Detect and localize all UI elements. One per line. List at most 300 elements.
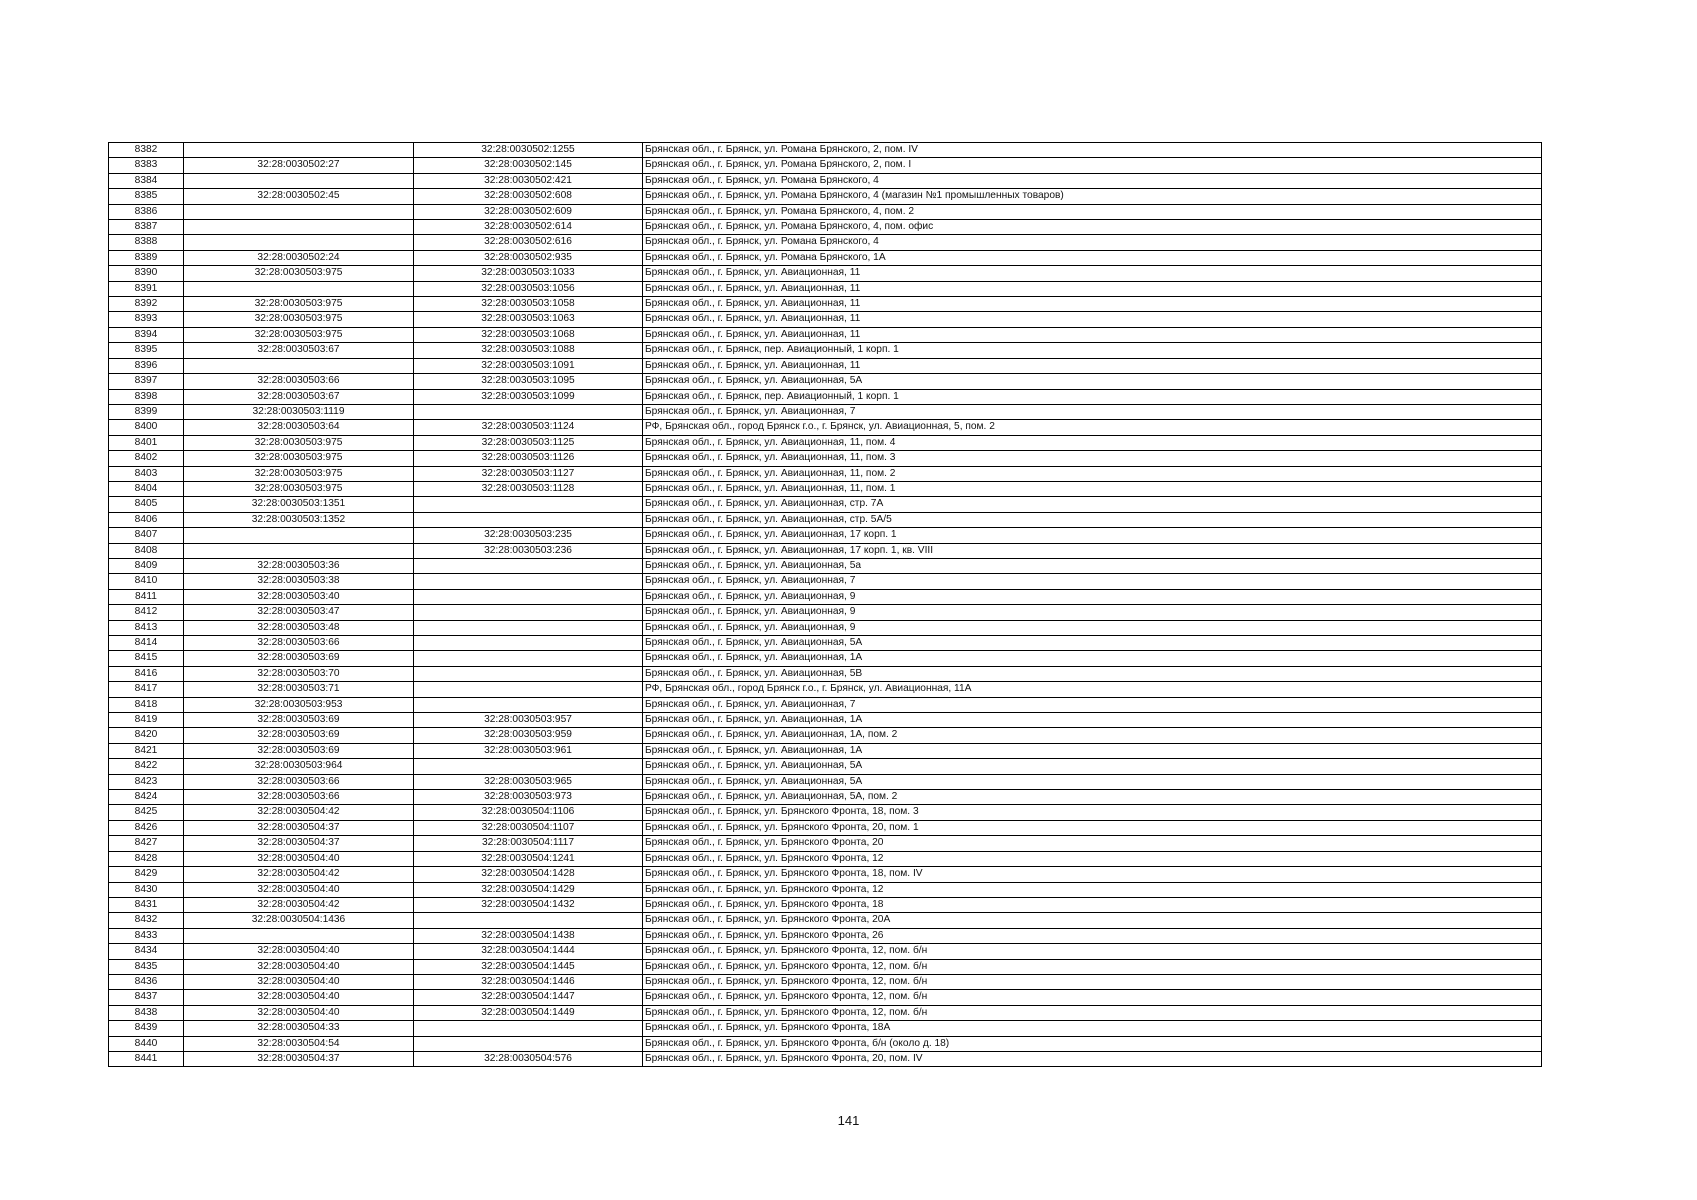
row-number-cell: 8406 (109, 512, 184, 527)
row-number-cell: 8383 (109, 158, 184, 173)
land-parcel-cadastral-cell: 32:28:0030503:64 (184, 420, 414, 435)
row-number-cell: 8422 (109, 759, 184, 774)
address-cell: Брянская обл., г. Брянск, ул. Авиационная, 9 (643, 620, 1542, 635)
address-cell: Брянская обл., г. Брянск, ул. Брянского Фронта, 18А (643, 1021, 1542, 1036)
address-cell: Брянская обл., г. Брянск, ул. Брянского Фронта, 12, пом. б/н (643, 1005, 1542, 1020)
table-row (109, 543, 1542, 558)
land-parcel-cadastral-cell: 32:28:0030503:69 (184, 728, 414, 743)
address-cell: Брянская обл., г. Брянск, ул. Брянского Фронта, 12, пом. б/н (643, 944, 1542, 959)
address-cell: Брянская обл., г. Брянск, ул. Авиационная, 11 (643, 358, 1542, 373)
address-cell: Брянская обл., г. Брянск, ул. Брянского Фронта, 12, пом. б/н (643, 990, 1542, 1005)
address-cell: Брянская обл., г. Брянск, пер. Авиационный, 1 корп. 1 (643, 389, 1542, 404)
row-number-cell: 8397 (109, 374, 184, 389)
row-number-cell: 8405 (109, 497, 184, 512)
land-parcel-cadastral-cell (184, 173, 414, 188)
row-number-cell: 8400 (109, 420, 184, 435)
row-number-cell: 8425 (109, 805, 184, 820)
row-number-cell: 8431 (109, 897, 184, 912)
land-parcel-cadastral-cell: 32:28:0030502:24 (184, 250, 414, 265)
object-cadastral-cell: 32:28:0030502:421 (414, 173, 643, 188)
land-parcel-cadastral-cell: 32:28:0030503:48 (184, 620, 414, 635)
object-cadastral-cell: 32:28:0030503:1125 (414, 435, 643, 450)
table-row (109, 250, 1542, 265)
land-parcel-cadastral-cell: 32:28:0030503:1352 (184, 512, 414, 527)
land-parcel-cadastral-cell: 32:28:0030504:42 (184, 867, 414, 882)
land-parcel-cadastral-cell: 32:28:0030503:975 (184, 481, 414, 496)
table-row (109, 173, 1542, 188)
row-number-cell: 8441 (109, 1051, 184, 1066)
object-cadastral-cell (414, 558, 643, 573)
row-number-cell: 8403 (109, 466, 184, 481)
object-cadastral-cell: 32:28:0030504:1445 (414, 959, 643, 974)
address-cell: Брянская обл., г. Брянск, ул. Авиационная, 5А (643, 774, 1542, 789)
row-number-cell: 8417 (109, 682, 184, 697)
object-cadastral-cell (414, 636, 643, 651)
address-cell: Брянская обл., г. Брянск, ул. Романа Брянского, 2, пом. I (643, 158, 1542, 173)
registry-table (108, 142, 1542, 1067)
table-row (109, 220, 1542, 235)
address-cell: Брянская обл., г. Брянск, ул. Авиационная, 5А, пом. 2 (643, 790, 1542, 805)
table-row (109, 235, 1542, 250)
table-row (109, 451, 1542, 466)
object-cadastral-cell: 32:28:0030504:1117 (414, 836, 643, 851)
address-cell: Брянская обл., г. Брянск, ул. Брянского Фронта, 26 (643, 928, 1542, 943)
object-cadastral-cell: 32:28:0030503:1127 (414, 466, 643, 481)
address-cell: Брянская обл., г. Брянск, ул. Авиационная, 1А (643, 743, 1542, 758)
object-cadastral-cell: 32:28:0030503:1091 (414, 358, 643, 373)
object-cadastral-cell (414, 682, 643, 697)
table-row (109, 420, 1542, 435)
object-cadastral-cell: 32:28:0030503:959 (414, 728, 643, 743)
object-cadastral-cell: 32:28:0030502:608 (414, 189, 643, 204)
land-parcel-cadastral-cell: 32:28:0030503:66 (184, 636, 414, 651)
land-parcel-cadastral-cell (184, 220, 414, 235)
table-row (109, 143, 1542, 158)
row-number-cell: 8433 (109, 928, 184, 943)
address-cell: Брянская обл., г. Брянск, ул. Брянского Фронта, 12, пом. б/н (643, 959, 1542, 974)
address-cell: Брянская обл., г. Брянск, ул. Авиационная, 11 (643, 281, 1542, 296)
land-parcel-cadastral-cell: 32:28:0030503:69 (184, 713, 414, 728)
table-row (109, 358, 1542, 373)
address-cell: Брянская обл., г. Брянск, ул. Авиационная, 9 (643, 605, 1542, 620)
row-number-cell: 8412 (109, 605, 184, 620)
table-row (109, 1005, 1542, 1020)
object-cadastral-cell: 32:28:0030504:1107 (414, 820, 643, 835)
land-parcel-cadastral-cell (184, 143, 414, 158)
address-cell: Брянская обл., г. Брянск, ул. Брянского Фронта, 20, пом. IV (643, 1051, 1542, 1066)
object-cadastral-cell (414, 605, 643, 620)
object-cadastral-cell: 32:28:0030503:965 (414, 774, 643, 789)
object-cadastral-cell: 32:28:0030502:609 (414, 204, 643, 219)
row-number-cell: 8384 (109, 173, 184, 188)
table-row (109, 512, 1542, 527)
address-cell: Брянская обл., г. Брянск, ул. Авиационная, 1А (643, 651, 1542, 666)
object-cadastral-cell (414, 666, 643, 681)
row-number-cell: 8407 (109, 528, 184, 543)
object-cadastral-cell: 32:28:0030503:1124 (414, 420, 643, 435)
row-number-cell: 8416 (109, 666, 184, 681)
table-row (109, 343, 1542, 358)
page-number: 141 (837, 1113, 860, 1128)
object-cadastral-cell: 32:28:0030502:616 (414, 235, 643, 250)
object-cadastral-cell (414, 697, 643, 712)
row-number-cell: 8423 (109, 774, 184, 789)
land-parcel-cadastral-cell: 32:28:0030503:975 (184, 327, 414, 342)
object-cadastral-cell (414, 913, 643, 928)
row-number-cell: 8429 (109, 867, 184, 882)
land-parcel-cadastral-cell: 32:28:0030503:953 (184, 697, 414, 712)
row-number-cell: 8430 (109, 882, 184, 897)
table-row (109, 697, 1542, 712)
land-parcel-cadastral-cell: 32:28:0030503:1351 (184, 497, 414, 512)
address-cell: Брянская обл., г. Брянск, ул. Авиационная, 17 корп. 1, кв. VIII (643, 543, 1542, 558)
land-parcel-cadastral-cell: 32:28:0030504:40 (184, 882, 414, 897)
address-cell: Брянская обл., г. Брянск, ул. Брянского Фронта, 18, пом. 3 (643, 805, 1542, 820)
object-cadastral-cell: 32:28:0030502:614 (414, 220, 643, 235)
row-number-cell: 8434 (109, 944, 184, 959)
land-parcel-cadastral-cell (184, 281, 414, 296)
row-number-cell: 8420 (109, 728, 184, 743)
object-cadastral-cell: 32:28:0030503:961 (414, 743, 643, 758)
row-number-cell: 8385 (109, 189, 184, 204)
object-cadastral-cell: 32:28:0030503:1056 (414, 281, 643, 296)
land-parcel-cadastral-cell: 32:28:0030503:69 (184, 743, 414, 758)
land-parcel-cadastral-cell: 32:28:0030503:70 (184, 666, 414, 681)
table-row (109, 528, 1542, 543)
address-cell: Брянская обл., г. Брянск, ул. Романа Брянского, 4 (магазин №1 промышленных товаров) (643, 189, 1542, 204)
table-row (109, 867, 1542, 882)
table-row (109, 620, 1542, 635)
row-number-cell: 8436 (109, 974, 184, 989)
row-number-cell: 8399 (109, 404, 184, 419)
address-cell: Брянская обл., г. Брянск, ул. Авиационная, 11, пом. 1 (643, 481, 1542, 496)
object-cadastral-cell (414, 620, 643, 635)
address-cell: Брянская обл., г. Брянск, ул. Авиационная, 11 (643, 266, 1542, 281)
object-cadastral-cell: 32:28:0030504:1449 (414, 1005, 643, 1020)
row-number-cell: 8415 (109, 651, 184, 666)
table-row (109, 820, 1542, 835)
object-cadastral-cell: 32:28:0030503:236 (414, 543, 643, 558)
address-cell: Брянская обл., г. Брянск, ул. Брянского Фронта, 20, пом. 1 (643, 820, 1542, 835)
land-parcel-cadastral-cell (184, 204, 414, 219)
table-row (109, 913, 1542, 928)
object-cadastral-cell (414, 651, 643, 666)
land-parcel-cadastral-cell: 32:28:0030503:36 (184, 558, 414, 573)
land-parcel-cadastral-cell: 32:28:0030504:40 (184, 959, 414, 974)
row-number-cell: 8395 (109, 343, 184, 358)
row-number-cell: 8404 (109, 481, 184, 496)
address-cell: Брянская обл., г. Брянск, ул. Авиационная, 17 корп. 1 (643, 528, 1542, 543)
table-row (109, 204, 1542, 219)
address-cell: Брянская обл., г. Брянск, ул. Романа Брянского, 1А (643, 250, 1542, 265)
row-number-cell: 8419 (109, 713, 184, 728)
address-cell: Брянская обл., г. Брянск, ул. Авиационная, стр. 7А (643, 497, 1542, 512)
address-cell: РФ, Брянская обл., город Брянск г.о., г. Брянск, ул. Авиационная, 11А (643, 682, 1542, 697)
address-cell: Брянская обл., г. Брянск, ул. Авиационная, 7 (643, 697, 1542, 712)
row-number-cell: 8394 (109, 327, 184, 342)
object-cadastral-cell: 32:28:0030504:1241 (414, 851, 643, 866)
land-parcel-cadastral-cell: 32:28:0030503:975 (184, 466, 414, 481)
object-cadastral-cell: 32:28:0030504:1428 (414, 867, 643, 882)
row-number-cell: 8438 (109, 1005, 184, 1020)
land-parcel-cadastral-cell: 32:28:0030504:54 (184, 1036, 414, 1051)
row-number-cell: 8421 (109, 743, 184, 758)
row-number-cell: 8387 (109, 220, 184, 235)
table-row (109, 1051, 1542, 1066)
table-row (109, 836, 1542, 851)
object-cadastral-cell: 32:28:0030502:935 (414, 250, 643, 265)
object-cadastral-cell: 32:28:0030504:1106 (414, 805, 643, 820)
land-parcel-cadastral-cell: 32:28:0030504:37 (184, 1051, 414, 1066)
table-row (109, 651, 1542, 666)
address-cell: Брянская обл., г. Брянск, ул. Брянского Фронта, 20 (643, 836, 1542, 851)
table-row (109, 790, 1542, 805)
address-cell: Брянская обл., г. Брянск, ул. Авиационная, 11, пом. 3 (643, 451, 1542, 466)
address-cell: Брянская обл., г. Брянск, ул. Романа Брянского, 4 (643, 235, 1542, 250)
object-cadastral-cell (414, 759, 643, 774)
table-row (109, 327, 1542, 342)
row-number-cell: 8435 (109, 959, 184, 974)
address-cell: Брянская обл., г. Брянск, ул. Романа Брянского, 4, пом. офис (643, 220, 1542, 235)
land-parcel-cadastral-cell (184, 528, 414, 543)
row-number-cell: 8437 (109, 990, 184, 1005)
land-parcel-cadastral-cell (184, 928, 414, 943)
table-row (109, 636, 1542, 651)
object-cadastral-cell (414, 589, 643, 604)
land-parcel-cadastral-cell: 32:28:0030503:66 (184, 774, 414, 789)
table-row (109, 682, 1542, 697)
land-parcel-cadastral-cell (184, 235, 414, 250)
object-cadastral-cell: 32:28:0030503:957 (414, 713, 643, 728)
address-cell: Брянская обл., г. Брянск, ул. Авиационная, 11 (643, 312, 1542, 327)
registry-table-body (109, 143, 1542, 1067)
address-cell: Брянская обл., г. Брянск, ул. Авиационная, 11, пом. 2 (643, 466, 1542, 481)
land-parcel-cadastral-cell: 32:28:0030504:42 (184, 805, 414, 820)
row-number-cell: 8382 (109, 143, 184, 158)
land-parcel-cadastral-cell: 32:28:0030504:37 (184, 820, 414, 835)
row-number-cell: 8389 (109, 250, 184, 265)
address-cell: Брянская обл., г. Брянск, ул. Авиационная, 1А (643, 713, 1542, 728)
address-cell: Брянская обл., г. Брянск, ул. Авиационная, 5А (643, 374, 1542, 389)
land-parcel-cadastral-cell: 32:28:0030504:40 (184, 974, 414, 989)
land-parcel-cadastral-cell: 32:28:0030503:1119 (184, 404, 414, 419)
object-cadastral-cell (414, 1021, 643, 1036)
object-cadastral-cell: 32:28:0030502:1255 (414, 143, 643, 158)
row-number-cell: 8427 (109, 836, 184, 851)
row-number-cell: 8411 (109, 589, 184, 604)
land-parcel-cadastral-cell: 32:28:0030503:975 (184, 435, 414, 450)
row-number-cell: 8402 (109, 451, 184, 466)
address-cell: Брянская обл., г. Брянск, ул. Авиационная, 7 (643, 404, 1542, 419)
land-parcel-cadastral-cell: 32:28:0030503:66 (184, 790, 414, 805)
row-number-cell: 8410 (109, 574, 184, 589)
row-number-cell: 8391 (109, 281, 184, 296)
table-row (109, 959, 1542, 974)
table-row (109, 374, 1542, 389)
row-number-cell: 8439 (109, 1021, 184, 1036)
address-cell: Брянская обл., г. Брянск, ул. Авиационная, 7 (643, 574, 1542, 589)
address-cell: Брянская обл., г. Брянск, ул. Авиационная, 5В (643, 666, 1542, 681)
table-row (109, 974, 1542, 989)
object-cadastral-cell: 32:28:0030503:1095 (414, 374, 643, 389)
land-parcel-cadastral-cell: 32:28:0030504:1436 (184, 913, 414, 928)
land-parcel-cadastral-cell: 32:28:0030504:40 (184, 851, 414, 866)
land-parcel-cadastral-cell: 32:28:0030502:45 (184, 189, 414, 204)
land-parcel-cadastral-cell: 32:28:0030503:67 (184, 389, 414, 404)
object-cadastral-cell: 32:28:0030503:1126 (414, 451, 643, 466)
table-row (109, 558, 1542, 573)
address-cell: Брянская обл., г. Брянск, ул. Романа Брянского, 2, пом. IV (643, 143, 1542, 158)
object-cadastral-cell: 32:28:0030503:235 (414, 528, 643, 543)
table-row (109, 297, 1542, 312)
object-cadastral-cell: 32:28:0030503:973 (414, 790, 643, 805)
object-cadastral-cell: 32:28:0030504:1429 (414, 882, 643, 897)
table-row (109, 666, 1542, 681)
table-row (109, 743, 1542, 758)
object-cadastral-cell: 32:28:0030503:1063 (414, 312, 643, 327)
table-row (109, 897, 1542, 912)
row-number-cell: 8440 (109, 1036, 184, 1051)
land-parcel-cadastral-cell: 32:28:0030504:40 (184, 990, 414, 1005)
table-row (109, 281, 1542, 296)
table-row (109, 574, 1542, 589)
object-cadastral-cell: 32:28:0030503:1128 (414, 481, 643, 496)
table-row (109, 312, 1542, 327)
address-cell: Брянская обл., г. Брянск, ул. Авиационная, 11 (643, 297, 1542, 312)
object-cadastral-cell (414, 512, 643, 527)
row-number-cell: 8408 (109, 543, 184, 558)
object-cadastral-cell: 32:28:0030504:1432 (414, 897, 643, 912)
row-number-cell: 8414 (109, 636, 184, 651)
land-parcel-cadastral-cell: 32:28:0030503:975 (184, 266, 414, 281)
address-cell: Брянская обл., г. Брянск, ул. Брянского Фронта, б/н (около д. 18) (643, 1036, 1542, 1051)
row-number-cell: 8388 (109, 235, 184, 250)
table-row (109, 990, 1542, 1005)
table-row (109, 728, 1542, 743)
table-row (109, 189, 1542, 204)
table-row (109, 1036, 1542, 1051)
table-row (109, 759, 1542, 774)
address-cell: Брянская обл., г. Брянск, ул. Авиационная, 11 (643, 327, 1542, 342)
table-row (109, 389, 1542, 404)
land-parcel-cadastral-cell: 32:28:0030502:27 (184, 158, 414, 173)
row-number-cell: 8401 (109, 435, 184, 450)
object-cadastral-cell (414, 497, 643, 512)
land-parcel-cadastral-cell: 32:28:0030503:975 (184, 451, 414, 466)
object-cadastral-cell: 32:28:0030504:1444 (414, 944, 643, 959)
object-cadastral-cell: 32:28:0030504:1447 (414, 990, 643, 1005)
land-parcel-cadastral-cell: 32:28:0030503:40 (184, 589, 414, 604)
land-parcel-cadastral-cell: 32:28:0030504:33 (184, 1021, 414, 1036)
land-parcel-cadastral-cell: 32:28:0030503:964 (184, 759, 414, 774)
address-cell: Брянская обл., г. Брянск, ул. Авиационная, стр. 5А/5 (643, 512, 1542, 527)
land-parcel-cadastral-cell: 32:28:0030503:69 (184, 651, 414, 666)
table-row (109, 158, 1542, 173)
table-row (109, 497, 1542, 512)
row-number-cell: 8426 (109, 820, 184, 835)
land-parcel-cadastral-cell: 32:28:0030504:40 (184, 944, 414, 959)
land-parcel-cadastral-cell (184, 543, 414, 558)
row-number-cell: 8392 (109, 297, 184, 312)
land-parcel-cadastral-cell: 32:28:0030503:975 (184, 297, 414, 312)
land-parcel-cadastral-cell: 32:28:0030504:40 (184, 1005, 414, 1020)
land-parcel-cadastral-cell: 32:28:0030504:42 (184, 897, 414, 912)
object-cadastral-cell: 32:28:0030503:1058 (414, 297, 643, 312)
address-cell: Брянская обл., г. Брянск, пер. Авиационный, 1 корп. 1 (643, 343, 1542, 358)
address-cell: Брянская обл., г. Брянск, ул. Авиационная, 11, пом. 4 (643, 435, 1542, 450)
table-row (109, 605, 1542, 620)
row-number-cell: 8428 (109, 851, 184, 866)
object-cadastral-cell (414, 1036, 643, 1051)
land-parcel-cadastral-cell: 32:28:0030503:67 (184, 343, 414, 358)
table-row (109, 928, 1542, 943)
table-row (109, 404, 1542, 419)
row-number-cell: 8396 (109, 358, 184, 373)
row-number-cell: 8418 (109, 697, 184, 712)
land-parcel-cadastral-cell (184, 358, 414, 373)
land-parcel-cadastral-cell: 32:28:0030503:71 (184, 682, 414, 697)
land-parcel-cadastral-cell: 32:28:0030503:66 (184, 374, 414, 389)
land-parcel-cadastral-cell: 32:28:0030503:47 (184, 605, 414, 620)
land-parcel-cadastral-cell: 32:28:0030504:37 (184, 836, 414, 851)
row-number-cell: 8398 (109, 389, 184, 404)
address-cell: Брянская обл., г. Брянск, ул. Брянского Фронта, 12 (643, 882, 1542, 897)
table-row (109, 774, 1542, 789)
object-cadastral-cell: 32:28:0030502:145 (414, 158, 643, 173)
address-cell: Брянская обл., г. Брянск, ул. Брянского Фронта, 18 (643, 897, 1542, 912)
row-number-cell: 8432 (109, 913, 184, 928)
table-row (109, 851, 1542, 866)
address-cell: РФ, Брянская обл., город Брянск г.о., г. Брянск, ул. Авиационная, 5, пом. 2 (643, 420, 1542, 435)
table-row (109, 713, 1542, 728)
object-cadastral-cell: 32:28:0030503:1033 (414, 266, 643, 281)
row-number-cell: 8386 (109, 204, 184, 219)
object-cadastral-cell: 32:28:0030504:1446 (414, 974, 643, 989)
land-parcel-cadastral-cell: 32:28:0030503:975 (184, 312, 414, 327)
address-cell: Брянская обл., г. Брянск, ул. Брянского Фронта, 18, пом. IV (643, 867, 1542, 882)
row-number-cell: 8413 (109, 620, 184, 635)
address-cell: Брянская обл., г. Брянск, ул. Авиационная, 5А (643, 759, 1542, 774)
object-cadastral-cell: 32:28:0030504:576 (414, 1051, 643, 1066)
table-row (109, 882, 1542, 897)
address-cell: Брянская обл., г. Брянск, ул. Авиационная, 5А (643, 636, 1542, 651)
address-cell: Брянская обл., г. Брянск, ул. Брянского Фронта, 12, пом. б/н (643, 974, 1542, 989)
object-cadastral-cell (414, 404, 643, 419)
address-cell: Брянская обл., г. Брянск, ул. Романа Брянского, 4, пом. 2 (643, 204, 1542, 219)
table-row (109, 589, 1542, 604)
address-cell: Брянская обл., г. Брянск, ул. Брянского Фронта, 12 (643, 851, 1542, 866)
object-cadastral-cell (414, 574, 643, 589)
row-number-cell: 8424 (109, 790, 184, 805)
table-row (109, 805, 1542, 820)
address-cell: Брянская обл., г. Брянск, ул. Авиационная, 1А, пом. 2 (643, 728, 1542, 743)
table-row (109, 481, 1542, 496)
table-row (109, 944, 1542, 959)
address-cell: Брянская обл., г. Брянск, ул. Авиационная, 5а (643, 558, 1542, 573)
object-cadastral-cell: 32:28:0030503:1099 (414, 389, 643, 404)
table-row (109, 1021, 1542, 1036)
row-number-cell: 8393 (109, 312, 184, 327)
land-parcel-cadastral-cell: 32:28:0030503:38 (184, 574, 414, 589)
object-cadastral-cell: 32:28:0030503:1068 (414, 327, 643, 342)
row-number-cell: 8409 (109, 558, 184, 573)
address-cell: Брянская обл., г. Брянск, ул. Брянского Фронта, 20А (643, 913, 1542, 928)
row-number-cell: 8390 (109, 266, 184, 281)
address-cell: Брянская обл., г. Брянск, ул. Авиационная, 9 (643, 589, 1542, 604)
table-row (109, 266, 1542, 281)
table-row (109, 435, 1542, 450)
object-cadastral-cell: 32:28:0030504:1438 (414, 928, 643, 943)
